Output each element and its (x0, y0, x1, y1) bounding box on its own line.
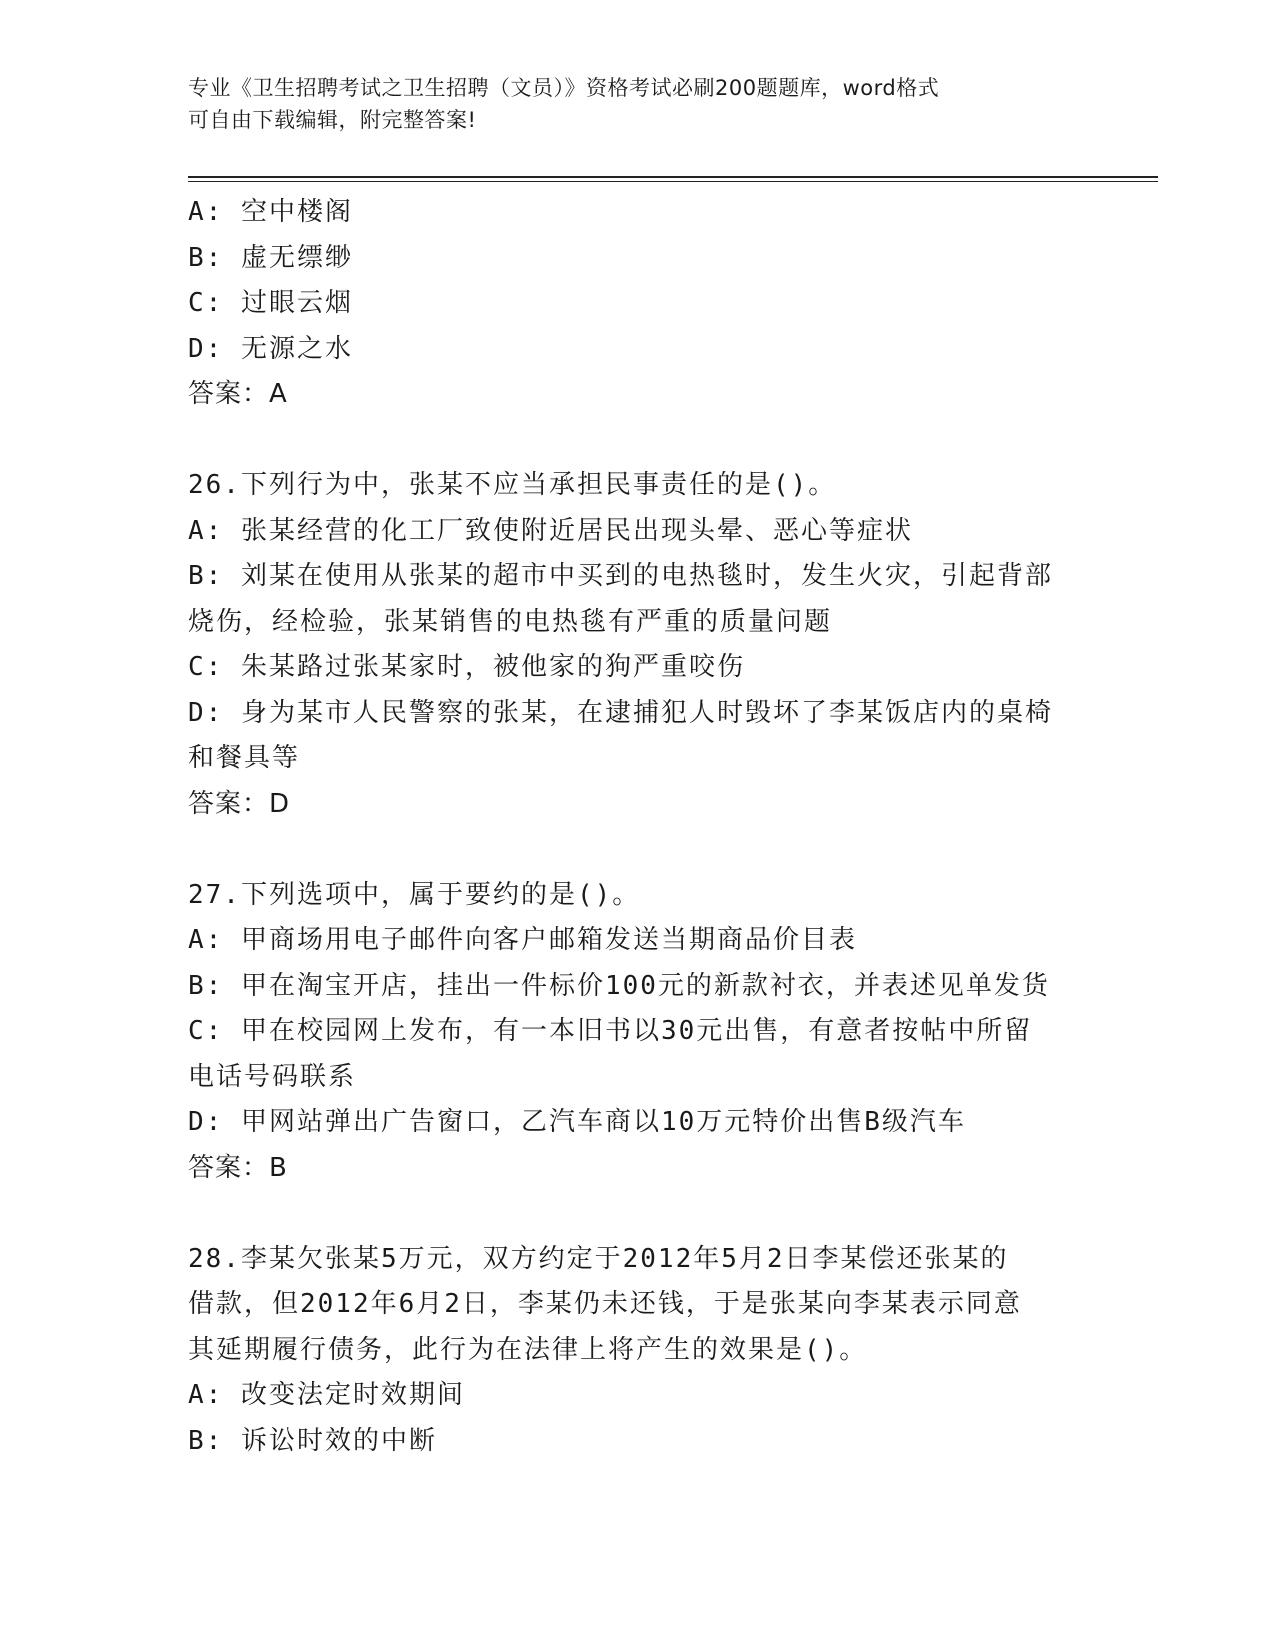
header-subtitle-line: 可自由下载编辑，附完整答案! (188, 108, 477, 132)
q25-option-b: B: 虚无缥缈 (188, 242, 353, 273)
header-divider-thick (188, 176, 1158, 178)
q27-answer: 答案：B (188, 1152, 288, 1183)
q26-option-b-line2: 烧伤，经检验，张某销售的电热毯有严重的质量问题 (188, 606, 833, 637)
q25-option-a: A: 空中楼阁 (188, 197, 353, 227)
q28-question-line2: 借款，但2012年6月2日，李某仍未还钱，于是张某向李某表示同意 (188, 1289, 1022, 1319)
q26-option-b-line1: B: 刘某在使用从张某的超市中买到的电热毯时，发生火灾，引起背部 (188, 561, 1053, 591)
q28-question-line1: 28.李某欠张某5万元，双方约定于2012年5月2日李某偿还张某的 (188, 1243, 1009, 1274)
spacer (188, 418, 1088, 464)
spacer (188, 827, 1088, 873)
q27-option-b: B: 甲在淘宝开店，挂出一件标价100元的新款衬衣，并表述见单发货 (188, 970, 1050, 1001)
header-divider-thin (188, 181, 1158, 182)
q28-question-line3: 其延期履行债务，此行为在法律上将产生的效果是()。 (188, 1334, 868, 1365)
q26-question: 26.下列行为中，张某不应当承担民事责任的是()。 (188, 470, 837, 500)
document-header (188, 72, 1068, 136)
q25-option-d: D: 无源之水 (188, 333, 353, 364)
spacer (188, 1191, 1088, 1237)
q26-option-c: C: 朱某路过张某家时，被他家的狗严重咬伤 (188, 652, 745, 682)
q25-option-c: C: 过眼云烟 (188, 288, 353, 318)
q27-option-d: D: 甲网站弹出广告窗口，乙汽车商以10万元特价出售B级汽车 (188, 1107, 966, 1137)
q28-option-a: A: 改变法定时效期间 (188, 1380, 465, 1410)
q27-option-c-line2: 电话号码联系 (188, 1061, 357, 1092)
q26-option-a: A: 张某经营的化工厂致使附近居民出现头晕、恶心等症状 (188, 515, 913, 546)
q26-option-d-line1: D: 身为某市人民警察的张某，在逮捕犯人时毁坏了李某饭店内的桌椅 (188, 697, 1053, 728)
q27-question: 27.下列选项中，属于要约的是()。 (188, 879, 641, 910)
q27-option-a: A: 甲商场用电子邮件向客户邮箱发送当期商品价目表 (188, 925, 857, 955)
q25-answer: 答案：A (188, 379, 288, 409)
q26-answer: 答案：D (188, 788, 291, 819)
question-list (188, 190, 1088, 1464)
q26-option-d-line2: 和餐具等 (188, 743, 301, 773)
q27-option-c-line1: C: 甲在校园网上发布，有一本旧书以30元出售，有意者按帖中所留 (188, 1016, 1033, 1046)
header-title-line: 专业《卫生招聘考试之卫生招聘（文员）》资格考试必刷200题题库，word格式 (188, 76, 940, 100)
q28-option-b: B: 诉讼时效的中断 (188, 1425, 437, 1456)
